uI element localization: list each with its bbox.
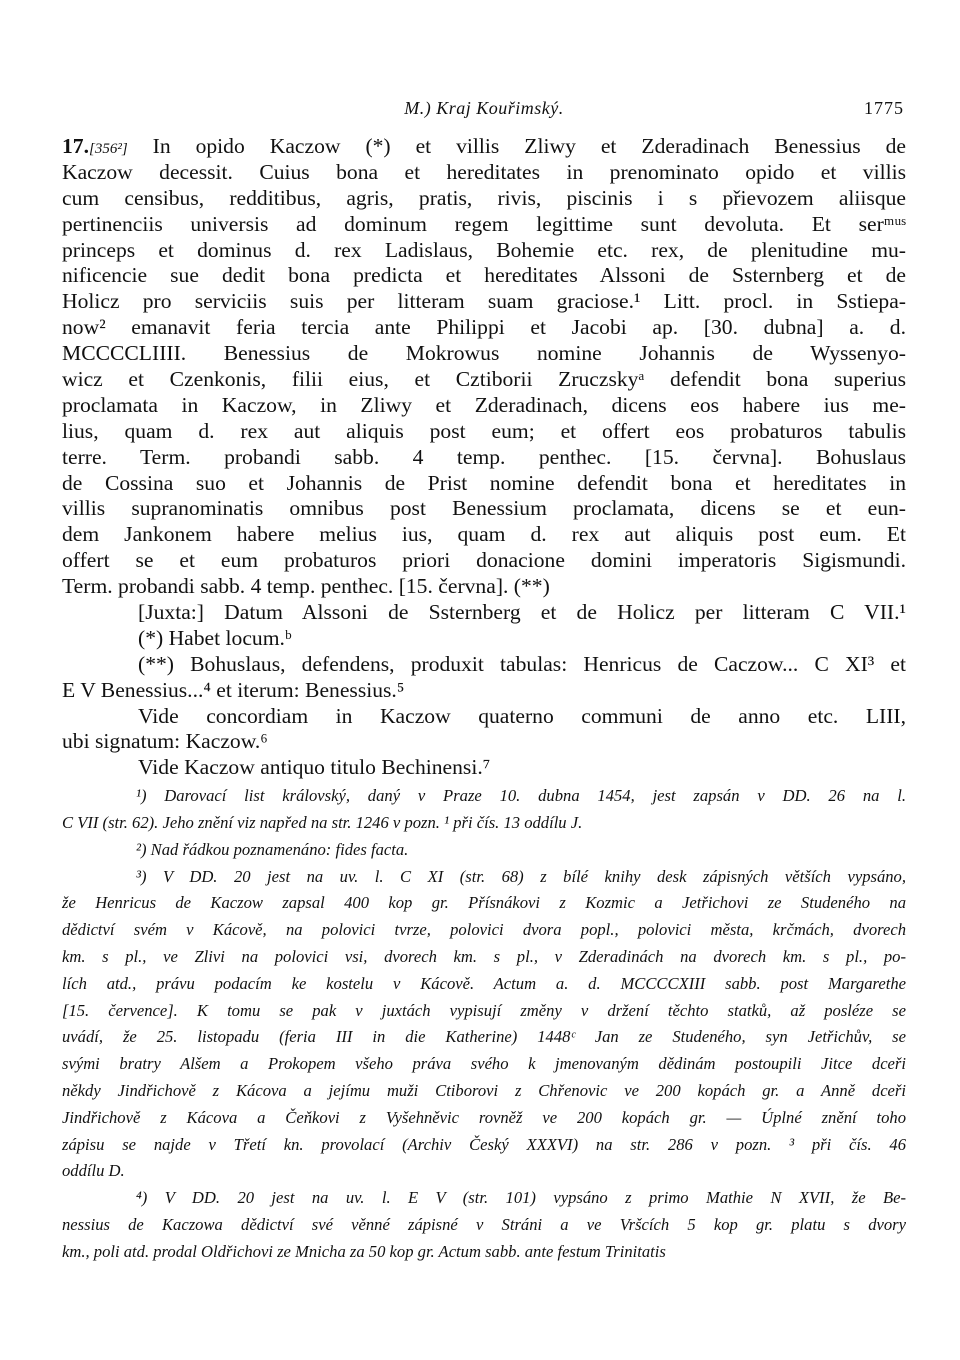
entry-line: offert se et eum probaturos priori donacione domini imperatoris Sigismundi. bbox=[62, 548, 906, 573]
entry-line: dem Jankonem habere melius ius, quam d. rex aut aliquis post eum. Et bbox=[62, 522, 906, 547]
footnote-line: uvádí, že 25. listopadu (feria III in die Katherine) 1448ᶜ Jan ze Studeného, syn Jetřichův, se bbox=[62, 1027, 906, 1047]
juxta-line: [Juxta:] Datum Alssoni de Ssternberg et de Holicz per litteram C VII.¹ bbox=[138, 600, 906, 625]
note-b-line: (**) Bohuslaus, defendens, produxit tabulas: Henricus de Caczow... C XI³ et bbox=[138, 651, 906, 676]
footnote-line: zápisu se najde v Třetí kn. provolací (Archiv Český XXXVI) na str. 286 v pozn. ³ při čís. 46 bbox=[62, 1134, 906, 1154]
footnote-line: Jindřichově z Kácova a Čeňkovi z Vyšehněvic rovněž ve 200 kopách gr. — Úplné znění toho bbox=[62, 1107, 906, 1127]
entry-line: princeps et dominus d. rex Ladislaus, Bohemie etc. rex, de plenitudine mu- bbox=[62, 237, 906, 262]
page-header bbox=[62, 98, 906, 134]
footnote-line: ¹) Darovací list královský, daný v Praze 10. dubna 1454, jest zapsán v DD. 26 na l. bbox=[136, 786, 906, 806]
footnote-line: že Henricus de Kaczow zapsal 400 kop gr. Přísnákovi z Kozmic a Jetřichovi ze Studeného na bbox=[62, 893, 906, 913]
footnote-line: nessius de Kaczowa dědictví své věnné zápisné v Stráni a ve Vršcích 5 kop gr. platu s dvory bbox=[62, 1215, 906, 1235]
vide-line: Vide concordiam in Kaczow quaterno communi de anno etc. LIII, bbox=[138, 703, 906, 728]
entry-line: Term. probandi sabb. 4 temp. penthec. [15. června]. (**) bbox=[62, 574, 550, 599]
note-a: (*) Habet locum.ᵇ bbox=[138, 625, 292, 650]
footnote-line: km., poli atd. prodal Oldřichovi ze Mnicha za 50 kop gr. Actum sabb. ante festum Trinitatis bbox=[62, 1241, 666, 1261]
folio-reference: [356²] bbox=[89, 141, 128, 157]
entry-line-text: In opido Kaczow (*) et villis Zliwy et Zderadinach Benessius de bbox=[127, 134, 906, 158]
page-number: 1775 bbox=[864, 98, 904, 118]
footnote-line: [15. července]. K tomu se pak v juxtách vypisují změny v držení těchto statků, až posléze se bbox=[62, 1000, 906, 1020]
footnote-line: C VII (str. 62). Jeho znění viz napřed na str. 1246 v pozn. ¹ při čís. 13 oddílu J. bbox=[62, 813, 583, 833]
entry-number: 17. bbox=[62, 134, 89, 158]
running-title: M.) Kraj Kouřimský. bbox=[404, 98, 564, 118]
entry-body bbox=[62, 134, 906, 781]
entry-line: MCCCCLIIII. Benessius de Mokrowus nomine Johannis de Wyssenyo- bbox=[62, 341, 906, 366]
entry-line: Holicz pro serviciis suis per litteram suam graciose.¹ Litt. procl. in Sstiepa- bbox=[62, 289, 906, 314]
note-b-line: E V Benessius...⁴ et iterum: Benessius.⁵ bbox=[62, 677, 405, 702]
entry-line: terre. Term. probandi sabb. 4 temp. penthec. [15. června]. Bohuslaus bbox=[62, 444, 906, 469]
vide-line: Vide Kaczow antiquo titulo Bechinensi.⁷ bbox=[138, 755, 491, 780]
footnote-line: dědictví svém v Kácově, na polovici tvrze, polovici dvora popl., polovici města, krčmách, dvorech bbox=[62, 920, 906, 940]
entry-line: Kaczow decessit. Cuius bona et hereditates in prenominato opido et villis bbox=[62, 159, 906, 184]
entry-line: wicz et Czenkonis, filii eius, et Cztiborii Zruczskyᵃ defendit bona superius bbox=[62, 367, 906, 392]
footnote-line: někdy Jindřichově z Kácova a jejímu muži Ctiborovi z Chřenovic ve 200 kopách gr. a Anně dceři bbox=[62, 1081, 906, 1101]
footnote-line: lích atd., právu podacím ke kostelu v Kácově. Actum a. d. MCCCCXIII sabb. post Margarethe bbox=[62, 973, 906, 993]
footnote-line: oddílu D. bbox=[62, 1161, 125, 1181]
document-page bbox=[62, 98, 906, 1266]
footnote-line: km. s pl., ve Zlivi na polovici vsi, dvorech km. s pl., v Zderadinách na dvorech km. s pl., po- bbox=[62, 947, 906, 967]
footnote-line: svými bratry Alšem a Prokopem všeho práva svého k jmenovaným dědinám postoupili Jitce dceři bbox=[62, 1054, 906, 1074]
footnotes bbox=[62, 783, 906, 1265]
entry-line: cum censibus, redditibus, agris, pratis, rivis, piscinis i s přievozem aliisque bbox=[62, 185, 906, 210]
entry-line: de Cossina suo et Johannis de Prist nomine defendit bona et hereditates in bbox=[62, 470, 906, 495]
footnote-line: ³) V DD. 20 jest na uv. l. C XI (str. 68) z bílé knihy desk zápisných větších vypsáno, bbox=[136, 866, 906, 886]
entry-line: pertinenciis universis ad dominum regem legittime sunt devoluta. Et serᵐᵘˢ bbox=[62, 211, 906, 236]
footnote-line: ⁴) V DD. 20 jest na uv. l. E V (str. 101) vypsáno z primo Mathie N XVII, že Be- bbox=[136, 1188, 906, 1208]
entry-first-line bbox=[62, 134, 906, 160]
vide-line: ubi signatum: Kaczow.⁶ bbox=[62, 729, 268, 754]
entry-line: lius, quam d. rex aut aliquis post eum; et offert eos probaturos tabulis bbox=[62, 418, 906, 443]
entry-line: now² emanavit feria tercia ante Philippi et Jacobi ap. [30. dubna] a. d. bbox=[62, 315, 906, 340]
entry-line: villis supranominatis omnibus post Benessium proclamata, dicens se et eun- bbox=[62, 496, 906, 521]
entry-line: proclamata in Kaczow, in Zliwy et Zderadinach, dicens eos habere ius me- bbox=[62, 392, 906, 417]
footnote-line: ²) Nad řádkou poznamenáno: fides facta. bbox=[136, 839, 409, 859]
entry-line: nificencie sue dedit bona predicta et hereditates Alssoni de Ssternberg et de bbox=[62, 263, 906, 288]
